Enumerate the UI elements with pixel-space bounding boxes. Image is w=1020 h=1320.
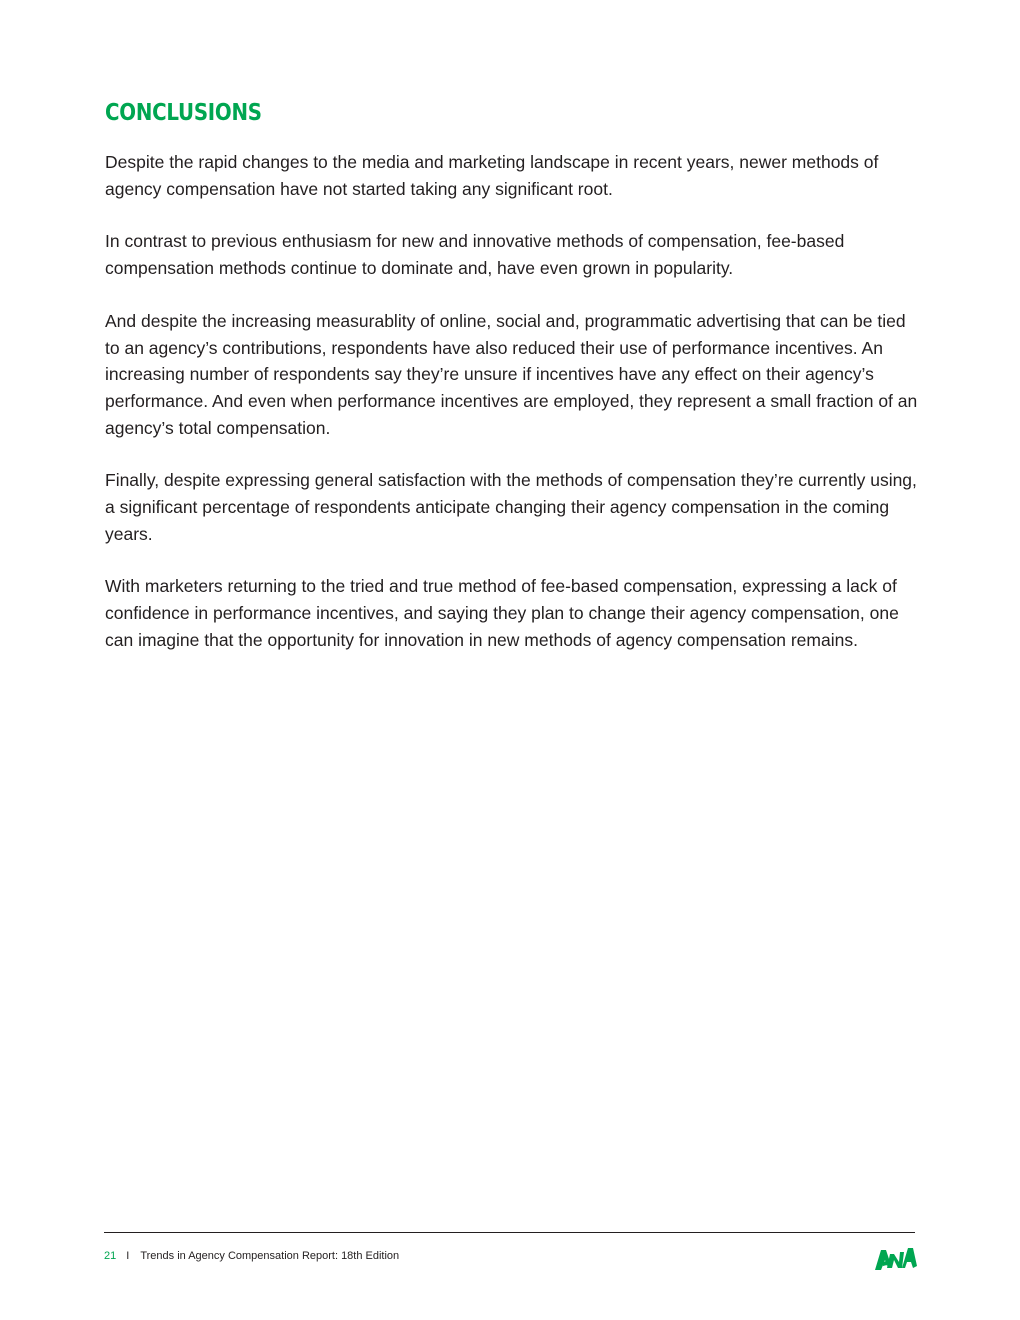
footer-divider xyxy=(104,1232,915,1233)
paragraph-3: And despite the increasing measurablity of online, social and, programmatic advertising that can be tied to an agency’s contributions, respondents have also reduced their use of performance incentives. An increasing number of respondents say they’re unsure if incentives have any effect on their agency’s performance. And even when performance incentives are employed, they represent a small fraction of an agency’s total compensation. xyxy=(105,310,918,438)
page-heading: CONCLUSIONS xyxy=(105,100,262,126)
footer-separator: I xyxy=(126,1250,130,1262)
paragraph-4: Finally, despite expressing general satisfaction with the methods of compensation they’re currently using, a significant percentage of respondents anticipate changing their agency compensation in the coming years. xyxy=(105,470,917,544)
paragraph-1: Despite the rapid changes to the media and marketing landscape in recent years, newer methods of agency compensation have not started taking any significant root. xyxy=(105,152,879,199)
ana-logo-icon xyxy=(875,1246,917,1272)
paragraph-5: With marketers returning to the tried and true method of fee-based compensation, expressing a lack of confidence in performance incentives, and saying they plan to change their agency compensation, one can imagine that the opportunity for innovation in new methods of agency compensation remains. xyxy=(105,576,899,650)
page-number: 21 xyxy=(104,1250,117,1262)
paragraph-2: In contrast to previous enthusiasm for new and innovative methods of compensation, fee-based compensation methods continue to dominate and, have even grown in popularity. xyxy=(105,231,845,279)
page-footer xyxy=(104,1250,399,1262)
report-title: Trends in Agency Compensation Report: 18th Edition xyxy=(140,1250,400,1262)
body-text xyxy=(105,149,920,680)
